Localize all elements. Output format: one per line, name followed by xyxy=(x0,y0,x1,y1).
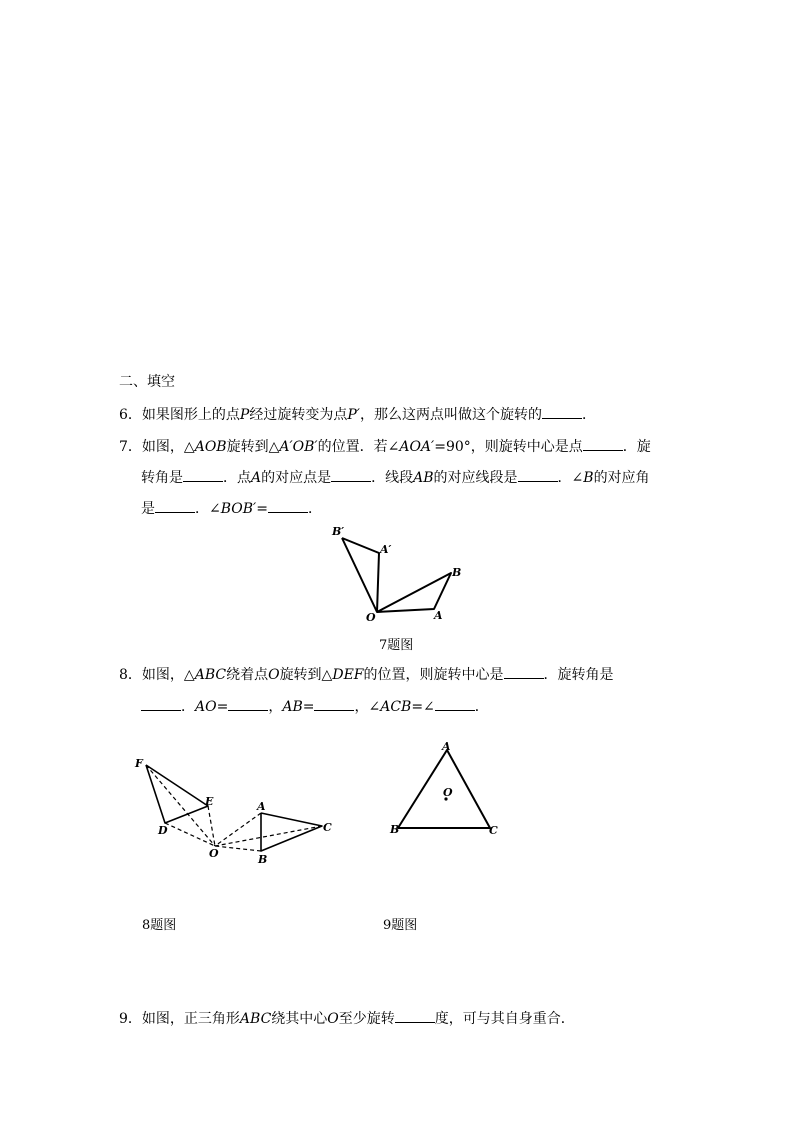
q9-text: 如图，正三角形 xyxy=(141,1011,240,1027)
q7-var: BOB′ xyxy=(220,501,257,517)
fig7-label-b-prime: B′ xyxy=(332,525,345,538)
q9-answer-blank[interactable] xyxy=(395,1008,435,1023)
q7-var: A′OB′ xyxy=(279,439,318,455)
question-8-line-2 xyxy=(141,696,489,717)
q9-text: 绕其中心 xyxy=(271,1011,328,1027)
q8-var: DEF xyxy=(332,667,364,683)
fig8-triangle-def xyxy=(146,765,208,823)
q7-var: AOB xyxy=(194,439,227,455)
section-title xyxy=(119,372,175,392)
q7-blank-segment[interactable] xyxy=(518,467,558,482)
q6-var-p-prime: P′ xyxy=(347,407,360,423)
fig8-label-o: O xyxy=(209,847,219,860)
q8-text: 如图，△ xyxy=(141,667,195,683)
q8-text: 旋转到△ xyxy=(279,667,333,683)
q7-text: =90°，则旋转中心是点 xyxy=(434,439,583,455)
fig8-label-d: D xyxy=(158,824,168,837)
q6-text: ，那么这两点叫做这个旋转的 xyxy=(359,407,542,423)
q8-var: ACB xyxy=(380,699,412,715)
q8-var: AO xyxy=(195,699,217,715)
q7-blank-corr-angle[interactable] xyxy=(155,498,195,513)
fig8-dash-od xyxy=(165,823,215,846)
q6-answer-blank[interactable] xyxy=(542,404,582,419)
q8-text: = xyxy=(302,699,315,715)
q6-text: 经过旋转变为点 xyxy=(249,407,348,423)
q7-text: 如图，△ xyxy=(141,439,195,455)
q7-blank-angle[interactable] xyxy=(183,467,223,482)
fig8-dash-oa xyxy=(215,813,261,846)
fig7-label-b: B xyxy=(452,566,462,579)
fig8-label-a: A xyxy=(257,800,266,813)
fig7-triangle-a-prime-o-b-prime xyxy=(342,538,379,612)
figure-9-caption: 9题图 xyxy=(383,918,418,933)
q7-blank-center[interactable] xyxy=(583,436,623,451)
q8-text: ． xyxy=(181,699,195,715)
fig7-label-o: O xyxy=(366,611,376,624)
q8-blank-acb[interactable] xyxy=(435,696,475,711)
question-9 xyxy=(119,1008,575,1029)
fig8-dash-oe xyxy=(208,806,215,846)
q7-text: ．点 xyxy=(223,470,251,486)
fig9-label-a: A xyxy=(442,740,451,753)
fig8-label-c: C xyxy=(323,821,332,834)
fig9-label-o: O xyxy=(443,786,453,799)
q7-text: ．∠ xyxy=(557,470,584,486)
q7-text: ．∠ xyxy=(195,501,221,517)
q7-var: B xyxy=(583,470,594,486)
question-8 xyxy=(119,664,614,685)
fig9-label-b: B xyxy=(390,823,400,836)
q8-var: O xyxy=(268,667,280,683)
fig7-triangle-aob xyxy=(377,573,451,612)
q7-text: ．旋 xyxy=(622,439,651,455)
fig8-label-f: F xyxy=(135,757,143,770)
q6-text: ． xyxy=(581,407,596,423)
q9-text: 度，可与其自身重合． xyxy=(434,1011,575,1027)
q7-blank-point[interactable] xyxy=(331,467,371,482)
fig8-label-e: E xyxy=(205,795,214,808)
q7-text: 是 xyxy=(141,501,155,517)
question-6 xyxy=(119,404,596,425)
q7-var: AOA′ xyxy=(399,439,435,455)
question-7-line-3 xyxy=(141,498,322,519)
q9-number: 9． xyxy=(119,1011,142,1027)
figure-7-caption: 7题图 xyxy=(379,638,414,653)
q9-text: 至少旋转 xyxy=(338,1011,395,1027)
q6-text: 如果图形上的点 xyxy=(141,407,240,423)
fig9-label-c: C xyxy=(489,824,498,837)
question-7-line-2 xyxy=(141,467,650,488)
q8-var: AB xyxy=(282,699,303,715)
q6-var-p: P xyxy=(239,407,250,423)
q8-blank-center[interactable] xyxy=(504,664,544,679)
q8-blank-ao[interactable] xyxy=(228,696,268,711)
fig8-dash-ob xyxy=(215,846,261,851)
q7-var: A xyxy=(251,470,262,486)
figure-8-caption: 8题图 xyxy=(142,918,177,933)
q7-text: = xyxy=(256,501,268,517)
figure-9 xyxy=(385,735,505,845)
fig7-label-a: A xyxy=(434,609,443,622)
q7-number: 7． xyxy=(119,439,142,455)
q7-text: ．线段 xyxy=(371,470,414,486)
q6-number: 6． xyxy=(119,407,142,423)
q8-text: ，∠ xyxy=(354,699,381,715)
q7-text: 的位置．若∠ xyxy=(317,439,400,455)
fig7-label-a-prime: A′ xyxy=(380,543,392,556)
q8-number: 8． xyxy=(119,667,142,683)
q8-text: 绕着点 xyxy=(226,667,269,683)
q9-var: ABC xyxy=(239,1011,272,1027)
q7-var: AB xyxy=(413,470,434,486)
q8-text: ． xyxy=(474,699,489,715)
q7-text: 的对应线段是 xyxy=(433,470,518,486)
q7-blank-bob[interactable] xyxy=(268,498,308,513)
q7-text: 的对应角 xyxy=(593,470,650,486)
q8-text: 的位置，则旋转中心是 xyxy=(363,667,504,683)
q7-text: 的对应点是 xyxy=(261,470,332,486)
figure-8 xyxy=(125,750,345,875)
section-title-text: 二、填空 xyxy=(119,374,175,390)
q8-text: = xyxy=(216,699,229,715)
fig8-label-b: B xyxy=(258,853,268,866)
q8-text: ．旋转角是 xyxy=(543,667,614,683)
q8-text: ， xyxy=(268,699,283,715)
question-7 xyxy=(119,436,651,457)
q8-var: ABC xyxy=(194,667,227,683)
fig8-dash-oc xyxy=(215,826,322,846)
q8-text: =∠ xyxy=(411,699,435,715)
q8-blank-angle[interactable] xyxy=(141,696,181,711)
q7-text: ． xyxy=(307,501,322,517)
figure-7 xyxy=(320,520,480,630)
q8-blank-ab[interactable] xyxy=(314,696,354,711)
q7-text: 旋转到△ xyxy=(226,439,280,455)
q7-text: 转角是 xyxy=(141,470,183,486)
q9-var: O xyxy=(327,1011,339,1027)
